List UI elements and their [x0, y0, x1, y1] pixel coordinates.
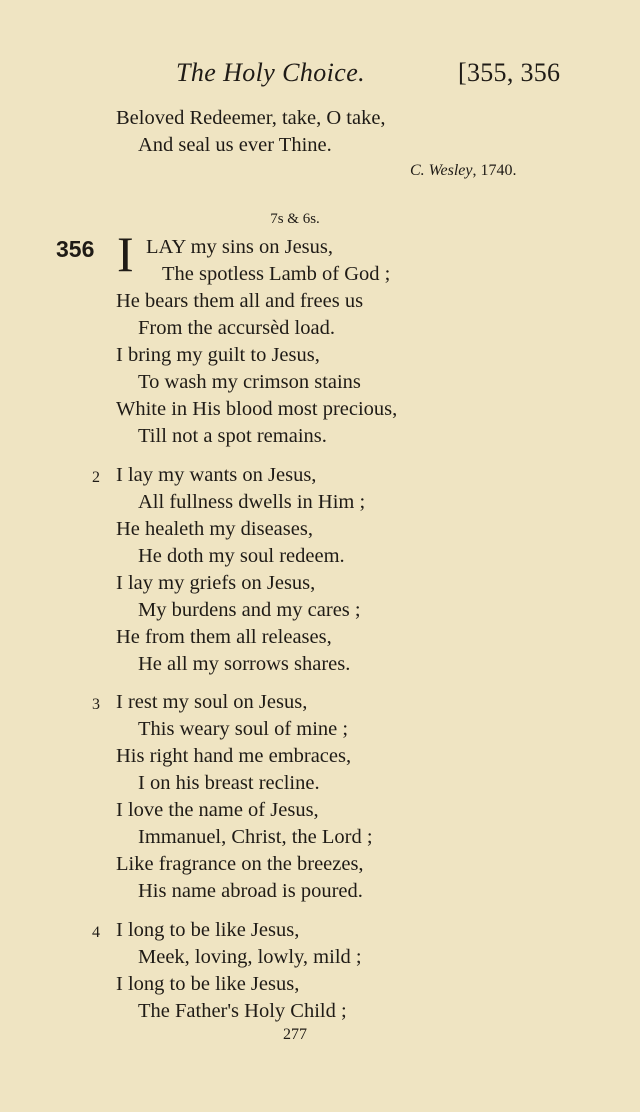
prev-hymn-line: Beloved Redeemer, take, O take,: [116, 107, 386, 129]
hymn-line: From the accursèd load.: [138, 317, 335, 339]
stanza-number: 4: [92, 924, 100, 941]
hymn-line: Till not a spot remains.: [138, 425, 327, 447]
hymn-line: He healeth my diseases,: [116, 518, 313, 540]
hymn-line: Meek, loving, lowly, mild ;: [138, 946, 362, 968]
hymn-line: LAY my sins on Jesus,: [146, 236, 333, 258]
hymn-line: I lay my wants on Jesus,: [116, 464, 317, 486]
running-head-title: The Holy Choice.: [176, 58, 366, 87]
hymn-line: All fullness dwells in Him ;: [138, 491, 366, 513]
hymn-line: He bears them all and frees us: [116, 290, 364, 312]
prev-hymn-line: And seal us ever Thine.: [138, 134, 332, 156]
attribution-year: , 1740.: [472, 162, 517, 179]
hymn-line: I rest my soul on Jesus,: [116, 691, 308, 713]
hymn-line: He from them all releases,: [116, 626, 332, 648]
hymn-number: 356: [56, 236, 95, 262]
hymn-line: I on his breast recline.: [138, 772, 320, 794]
hymn-line: He all my sorrows shares.: [138, 653, 351, 675]
running-head: [0, 58, 640, 92]
hymn-line: I bring my guilt to Jesus,: [116, 344, 320, 366]
hymn-line: I long to be like Jesus,: [116, 919, 300, 941]
hymn-line: My burdens and my cares ;: [138, 599, 361, 621]
hymn-line: I long to be like Jesus,: [116, 973, 300, 995]
hymn-line: White in His blood most precious,: [116, 398, 398, 420]
drop-cap: I: [117, 226, 134, 282]
hymn-line: His name abroad is poured.: [138, 880, 363, 902]
hymn-line: I lay my griefs on Jesus,: [116, 572, 316, 594]
hymn-line: To wash my crimson stains: [138, 371, 361, 393]
hymn-line: This weary soul of mine ;: [138, 718, 349, 740]
hymn-line: He doth my soul redeem.: [138, 545, 345, 567]
attribution-author: C. Wesley: [410, 162, 473, 179]
hymn-line: The spotless Lamb of God ;: [162, 263, 391, 285]
hymn-meter: 7s & 6s.: [270, 211, 320, 227]
hymn-attribution: [410, 162, 517, 180]
stanza-number: 3: [92, 696, 100, 713]
hymn-line: I love the name of Jesus,: [116, 799, 319, 821]
hymn-line: The Father's Holy Child ;: [138, 1000, 347, 1022]
hymn-line: Immanuel, Christ, the Lord ;: [138, 826, 373, 848]
stanza-number: 2: [92, 469, 100, 486]
running-head-hymn-numbers: [355, 356: [458, 58, 561, 87]
hymn-line: Like fragrance on the breezes,: [116, 853, 364, 875]
hymn-line: His right hand me embraces,: [116, 745, 352, 767]
page-number: 277: [283, 1026, 307, 1043]
